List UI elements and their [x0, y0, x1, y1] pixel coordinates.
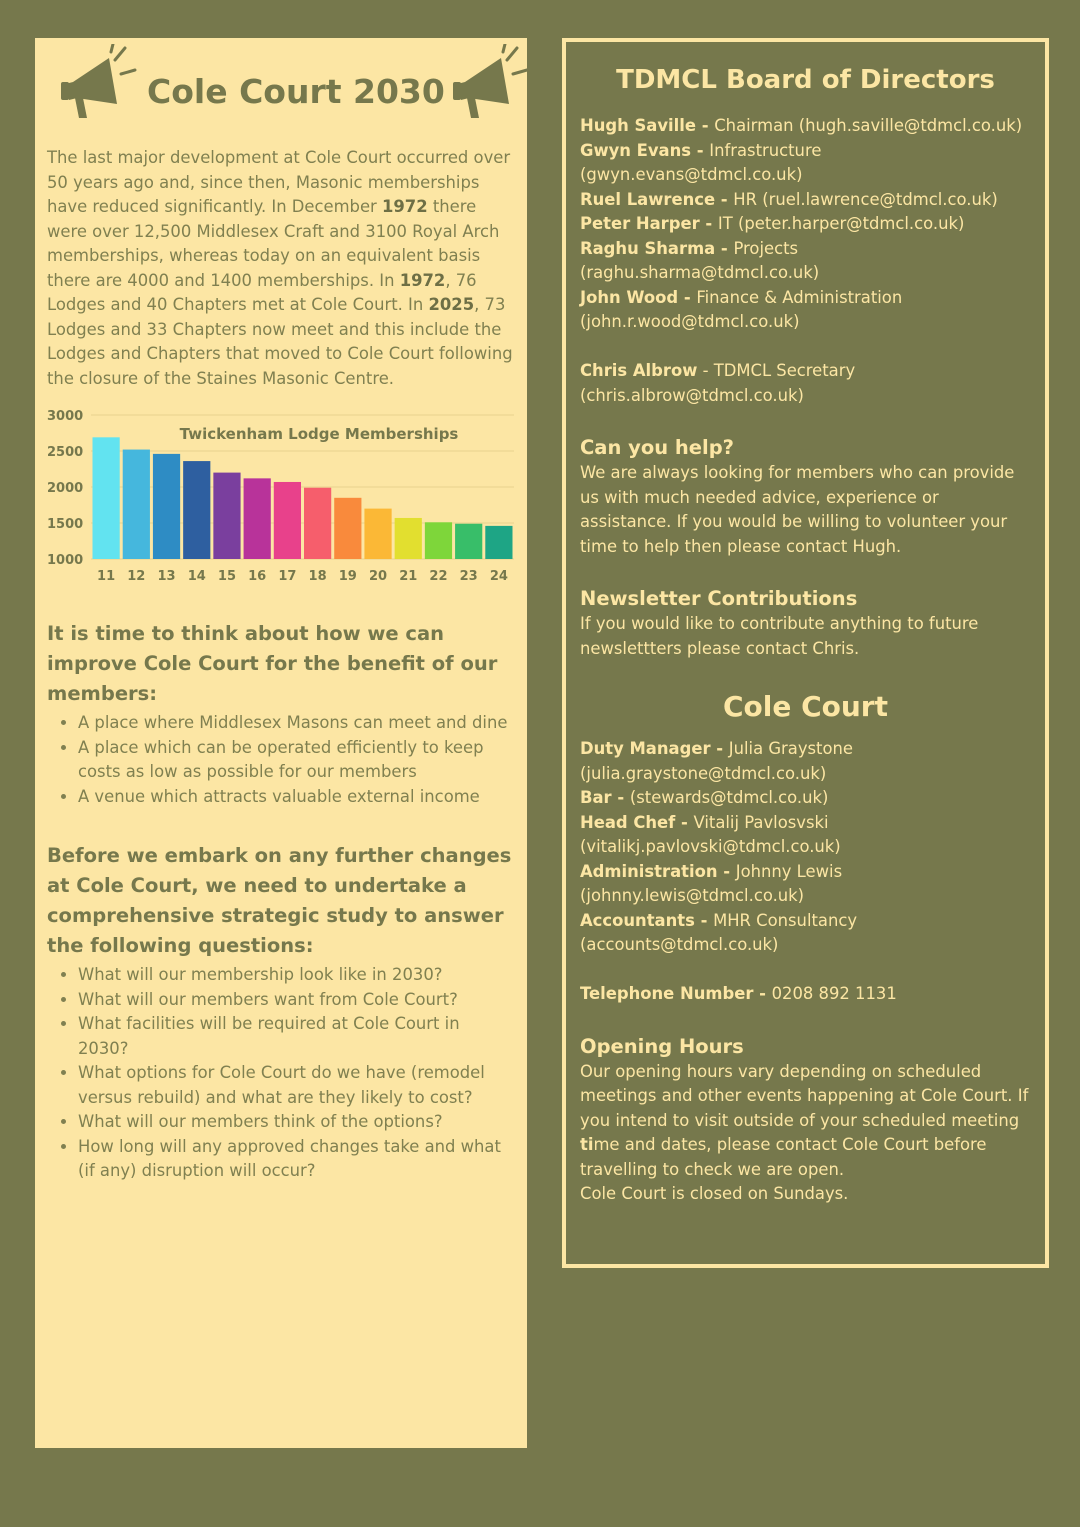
secretary-entry: Chris Albrow - TDMCL Secretary (chris.albrow@tdmcl.co.uk) [580, 361, 856, 405]
director-entry: Hugh Saville - Chairman (hugh.saville@tdmcl.co.uk) [580, 116, 1023, 135]
megaphone-icon [449, 44, 529, 124]
board-title: TDMCL Board of Directors [616, 65, 995, 95]
bar [274, 482, 301, 559]
left-panel [35, 38, 527, 1448]
x-tick-label: 13 [157, 569, 176, 584]
improve-list [47, 711, 515, 809]
questions-list [47, 963, 515, 1184]
staff-list [580, 737, 1031, 1007]
bar [334, 498, 361, 559]
right-panel [562, 38, 1049, 1268]
help-text: We are always looking for members who can provide us with much needed advice, experience or assistance. If you would be willing to volunteer your time to help then please contact Hugh. [580, 463, 1015, 556]
bar [395, 518, 422, 559]
x-tick-label: 20 [368, 569, 388, 584]
newsletter-text: If you would like to contribute anything to future newslettters please contact Chris. [580, 614, 979, 658]
megaphone-icon [57, 44, 137, 124]
closed-notice: Cole Court is closed on Sundays. [580, 1184, 849, 1203]
opening-hours-heading: Opening Hours [580, 1034, 744, 1058]
staff-entry: Administration - Johnny Lewis (johnny.lewis@tdmcl.co.uk) [580, 861, 843, 905]
staff-entry: Head Chef - Vitalij Pavlosvski (vitalikj.pavlovski@tdmcl.co.uk) [580, 812, 841, 856]
title-row [47, 38, 515, 146]
page-title: Cole Court 2030 [147, 72, 445, 111]
director-entry: John Wood - Finance & Administration (john.r.wood@tdmcl.co.uk) [580, 287, 903, 331]
bar [183, 461, 210, 559]
director-entry: Gwyn Evans - Infrastructure (gwyn.evans@tdmcl.co.uk) [580, 140, 822, 184]
cole-court-title: Cole Court [722, 690, 889, 723]
x-tick-label: 19 [338, 569, 357, 584]
x-tick-label: 24 [489, 569, 508, 584]
opening-hours-text: Our opening hours vary depending on scheduled meetings and other events happening at Cole Court. If you intend to visit outside of your scheduled meeting time and dates, please contact Cole Court before travelling to check we are open. [580, 1061, 1029, 1179]
study-heading: Before we embark on any further changes at Cole Court, we need to undertake a comprehensive strategic study to answer the following questions: [47, 844, 512, 957]
list-item: • What will our members think of the options? [78, 1110, 515, 1135]
bar [123, 450, 150, 559]
x-tick-label: 15 [217, 569, 237, 584]
x-tick-label: 18 [308, 569, 327, 584]
chart-svg [47, 409, 515, 587]
x-tick-label: 11 [97, 569, 116, 584]
improve-heading: It is time to think about how we can improve Cole Court for the benefit of our members: [47, 622, 498, 705]
list-item: • What facilities will be required at Cole Court in 2030? [78, 1012, 515, 1061]
bar [455, 524, 482, 559]
bar [364, 509, 391, 559]
chart-title: Twickenham Lodge Memberships [179, 425, 459, 443]
director-entry: Peter Harper - IT (peter.harper@tdmcl.co.uk) [580, 214, 965, 233]
help-heading: Can you help? [580, 436, 734, 459]
bar [213, 473, 240, 559]
x-tick-label: 17 [278, 569, 297, 584]
bar [244, 478, 271, 559]
y-tick-label: 2500 [47, 445, 84, 460]
director-entry: Raghu Sharma - Projects (raghu.sharma@tdmcl.co.uk) [580, 238, 820, 282]
y-tick-label: 2000 [47, 481, 84, 496]
staff-entry: Bar - (stewards@tdmcl.co.uk) [580, 788, 829, 807]
x-tick-label: 16 [248, 569, 267, 584]
x-tick-label: 14 [187, 569, 206, 584]
bar [485, 526, 512, 559]
list-item: • A place where Middlesex Masons can meet and dine [78, 711, 515, 736]
directors-list [580, 114, 1031, 408]
list-item: • What will our members want from Cole Court? [78, 988, 515, 1013]
y-tick-label: 1500 [47, 517, 84, 532]
y-tick-label: 3000 [47, 409, 84, 424]
x-tick-label: 21 [399, 569, 418, 584]
membership-chart [47, 409, 515, 587]
list-item: • How long will any approved changes take and what (if any) disruption will occur? [78, 1135, 515, 1184]
list-item: • What will our membership look like in 2030? [78, 963, 515, 988]
bar [153, 454, 180, 559]
x-tick-label: 23 [459, 569, 478, 584]
newsletter-heading: Newsletter Contributions [580, 587, 858, 610]
list-item: • What options for Cole Court do we have (remodel versus rebuild) and what are they likely to cost? [78, 1061, 515, 1110]
intro-paragraph: The last major development at Cole Court occurred over 50 years ago and, since then, Masonic memberships have reduced significantly. In December 1972 there were over 12,500 Middlesex Craft and 3100 Royal Arch memberships, whereas today on an equivalent basis there are 4000 and 1400 memberships. In 1972, 76 Lodges and 40 Chapters met at Cole Court. In 2025, 73 Lodges and 33 Chapters now meet and this include the Lodges and Chapters that moved to Cole Court following the closure of the Staines Masonic Centre. [47, 148, 513, 388]
list-item: • A venue which attracts valuable external income [78, 785, 515, 810]
y-tick-label: 1000 [47, 553, 84, 568]
telephone-entry: Telephone Number - 0208 892 1131 [580, 984, 897, 1003]
bar [425, 522, 452, 559]
x-tick-label: 12 [127, 569, 146, 584]
director-entry: Ruel Lawrence - HR (ruel.lawrence@tdmcl.co.uk) [580, 189, 998, 209]
x-tick-label: 22 [429, 569, 448, 584]
staff-entry: Duty Manager - Julia Graystone (julia.graystone@tdmcl.co.uk) [580, 739, 853, 783]
bar [304, 488, 331, 559]
list-item: • A place which can be operated efficiently to keep costs as low as possible for our members [78, 736, 515, 785]
staff-entry: Accountants - MHR Consultancy (accounts@tdmcl.co.uk) [580, 910, 858, 954]
bar [93, 437, 120, 559]
